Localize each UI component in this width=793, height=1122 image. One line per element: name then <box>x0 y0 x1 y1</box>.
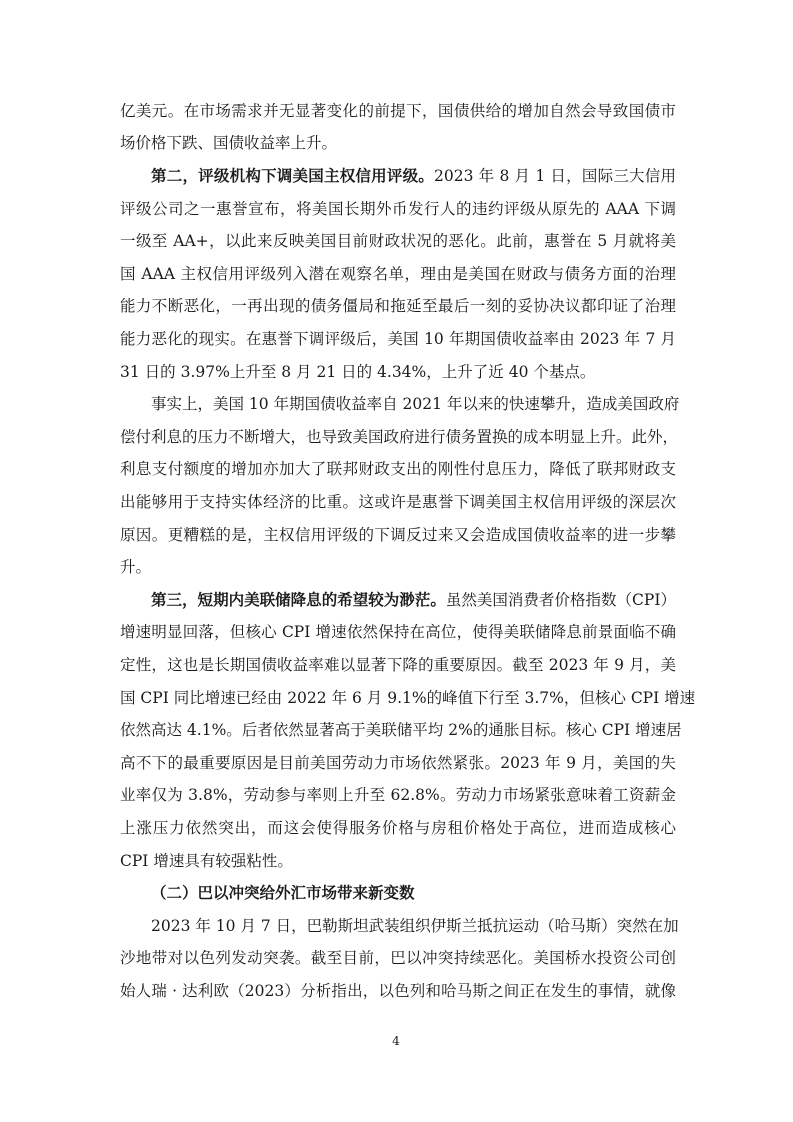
text-line: 评级公司之一惠誉宣布，将美国长期外币发行人的违约评级从原先的 AAA 下调 <box>120 200 676 218</box>
text-line: 亿美元。在市场需求并无显著变化的前提下，国债供给的增加自然会导致国债市 <box>120 102 676 120</box>
text-line: 原因。更糟糕的是，主权信用评级的下调反过来又会造成国债收益率的进一步攀 <box>120 526 676 544</box>
text-line: 沙地带对以色列发动突袭。截至目前，巴以冲突持续恶化。美国桥水投资公司创 <box>120 949 676 967</box>
text-line: 依然高达 4.1%。后者依然显著高于美联储平均 2%的通胀目标。核心 CPI 增速居 <box>120 721 682 739</box>
text-line: 2023 年 10 月 7 日，巴勒斯坦武装组织伊斯兰抵抗运动（哈马斯）突然在加 <box>151 917 679 935</box>
text-line: 定性，这也是长期国债收益率难以显著下降的重要原因。截至 2023 年 9 月，美 <box>120 656 676 674</box>
paragraph-heading-line: 第三，短期内美联储降息的希望较为渺茫。虽然美国消费者价格指数（CPI） <box>151 590 676 609</box>
section-heading: （二）巴以冲突给外汇市场带来新变数 <box>151 883 415 902</box>
text-line: 出能够用于支持实体经济的比重。这或许是惠誉下调美国主权信用评级的深层次 <box>120 493 676 511</box>
text-line: 上涨压力依然突出，而这会使得服务价格与房租价格处于高位，进而造成核心 <box>120 819 676 837</box>
text-line: 能力不断恶化，一再出现的债务僵局和拖延至最后一刻的妥协决议都印证了治理 <box>120 297 676 315</box>
text-line: 增速明显回落，但核心 CPI 增速依然保持在高位，使得美联储降息前景面临不确 <box>120 623 676 641</box>
paragraph-heading-line: 第二，评级机构下调美国主权信用评级。2023 年 8 月 1 日，国际三大信用 <box>151 166 676 185</box>
page-number: 4 <box>392 1034 400 1048</box>
text-line: 能力恶化的现实。在惠誉下调评级后，美国 10 年期国债收益率由 2023 年 7 月 <box>120 330 676 348</box>
text-line: 国 AAA 主权信用评级列入潜在观察名单，理由是美国在财政与债务方面的治理 <box>120 265 676 283</box>
text-line: 国 CPI 同比增速已经由 2022 年 6 月 9.1%的峰值下行至 3.7%，但核心 CPI 增速 <box>120 689 696 707</box>
text-line: 偿付利息的压力不断增大，也导致美国政府进行债务置换的成本明显上升。此外， <box>120 428 679 446</box>
text-line: CPI 增速具有较强粘性。 <box>120 852 293 870</box>
text-line: 始人瑞 · 达利欧（2023）分析指出，以色列和哈马斯之间正在发生的事情，就像 <box>120 982 676 1000</box>
inline-heading: 第三，短期内美联储降息的希望较为渺茫。 <box>151 590 446 609</box>
text-line: 升。 <box>120 558 152 576</box>
text-line: 场价格下跌、国债收益率上升。 <box>120 134 338 152</box>
text-line: 高不下的最重要原因是目前美国劳动力市场依然紧张。2023 年 9 月，美国的失 <box>120 754 676 772</box>
inline-heading: 第二，评级机构下调美国主权信用评级。 <box>151 166 435 185</box>
text-line: 31 日的 3.97%上升至 8 月 21 日的 4.34%，上升了近 40 个基点。 <box>120 363 596 381</box>
text-line: 事实上，美国 10 年期国债收益率自 2021 年以来的快速攀升，造成美国政府 <box>151 395 680 413</box>
text-line: 一级至 AA+，以此来反映美国目前财政状况的恶化。此前，惠誉在 5 月就将美 <box>120 232 676 250</box>
text-line: 业率仅为 3.8%，劳动参与率则上升至 62.8%。劳动力市场紧张意味着工资薪金 <box>120 786 676 804</box>
text-line: 利息支付额度的增加亦加大了联邦财政支出的刚性付息压力，降低了联邦财政支 <box>120 460 676 478</box>
